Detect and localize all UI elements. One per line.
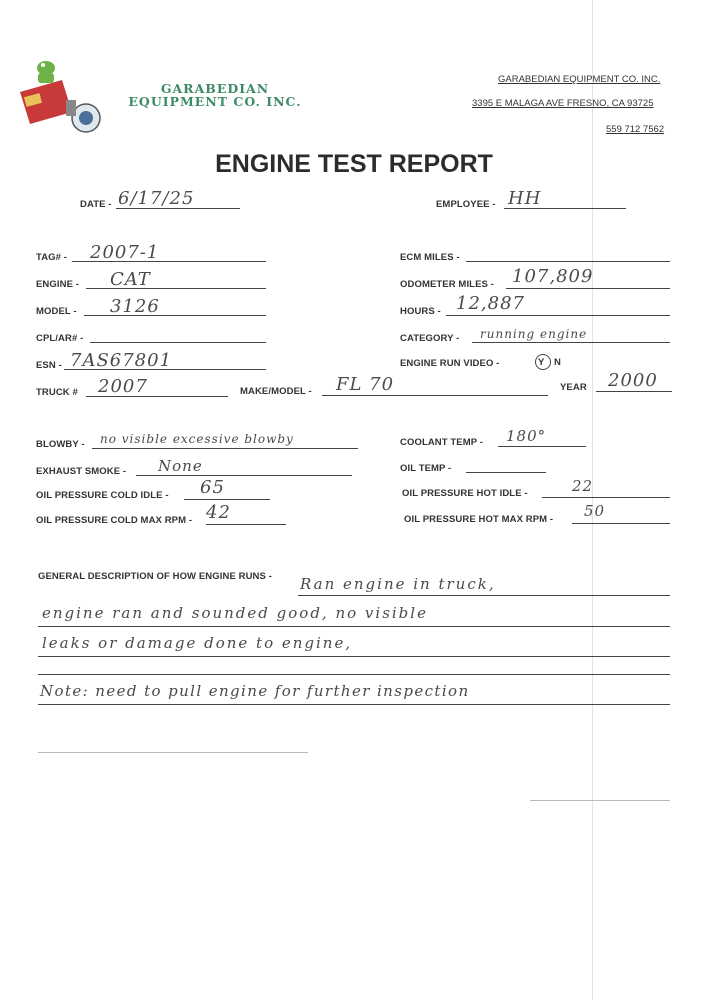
oil-pressure-hot-idle-line (542, 497, 670, 498)
employee-label: EMPLOYEE - (436, 199, 496, 210)
engine-label: ENGINE - (36, 279, 80, 290)
blowby-line (92, 448, 358, 449)
employee-value: HH (508, 188, 542, 209)
engine-value: CAT (110, 269, 151, 290)
cpl-label: CPL/AR# - (36, 333, 84, 344)
company-name: GARABEDIAN EQUIPMENT CO. INC. (128, 81, 302, 109)
oil-pressure-cold-idle-label: OIL PRESSURE COLD IDLE - (36, 490, 169, 501)
ecm-miles-label: ECM MILES - (400, 252, 460, 263)
oil-pressure-cold-max-rpm-line (206, 524, 286, 525)
address-company: GARABEDIAN EQUIPMENT CO. INC. (498, 74, 661, 85)
description-text-3: leaks or damage done to engine, (42, 634, 353, 652)
year-line (596, 391, 672, 392)
exhaust-smoke-label: EXHAUST SMOKE - (36, 466, 127, 477)
odometer-line (506, 288, 670, 289)
video-yes-option: Y (538, 357, 545, 368)
cpl-line (90, 342, 266, 343)
make-model-value: FL 70 (336, 374, 395, 395)
oil-pressure-cold-max-rpm-label: OIL PRESSURE COLD MAX RPM - (36, 515, 193, 526)
oil-pressure-cold-idle-line (184, 499, 270, 500)
coolant-temp-line (498, 446, 586, 447)
video-no-option: N (554, 357, 561, 368)
hours-line (446, 315, 670, 316)
esn-value: 7AS67801 (70, 350, 173, 371)
hours-label: HOURS - (400, 306, 441, 317)
oil-pressure-hot-idle-value: 22 (572, 477, 594, 495)
truck-value: 2007 (98, 376, 148, 397)
oil-pressure-cold-max-rpm-value: 42 (206, 502, 231, 523)
category-line (472, 342, 670, 343)
year-value: 2000 (608, 370, 658, 391)
description-line-1 (298, 595, 670, 596)
address-phone: 559 712 7562 (606, 124, 665, 135)
coolant-temp-label: COOLANT TEMP - (400, 437, 484, 448)
truck-label: TRUCK # (36, 387, 78, 398)
description-line-3 (38, 656, 670, 657)
tag-label: TAG# - (36, 252, 68, 263)
ecm-miles-line (466, 261, 670, 262)
description-line-7 (530, 800, 670, 801)
engine-run-video-label: ENGINE RUN VIDEO - (400, 358, 500, 369)
coolant-temp-value: 180° (506, 427, 547, 445)
blowby-value: no visible excessive blowby (100, 432, 294, 446)
year-label: YEAR (560, 382, 587, 393)
description-line-2 (38, 626, 670, 627)
date-label: DATE - (80, 199, 112, 210)
oil-pressure-cold-idle-value: 65 (200, 477, 225, 498)
blowby-label: BLOWBY - (36, 439, 85, 450)
model-label: MODEL - (36, 306, 77, 317)
category-label: CATEGORY - (400, 333, 460, 344)
model-value: 3126 (110, 296, 160, 317)
description-text-1: Ran engine in truck, (300, 575, 496, 593)
tag-value: 2007-1 (90, 242, 160, 263)
oil-temp-label: OIL TEMP - (400, 463, 452, 474)
description-text-5: Note: need to pull engine for further inspection (40, 682, 470, 700)
date-value: 6/17/25 (118, 188, 195, 209)
make-model-label: MAKE/MODEL - (240, 386, 312, 397)
oil-pressure-hot-max-rpm-value: 50 (584, 502, 606, 520)
oil-pressure-hot-idle-label: OIL PRESSURE HOT IDLE - (402, 488, 528, 499)
category-value: running engine (480, 327, 588, 341)
oil-temp-line (466, 472, 546, 473)
oil-pressure-hot-max-rpm-label: OIL PRESSURE HOT MAX RPM - (404, 514, 554, 525)
hours-value: 12,887 (456, 293, 525, 314)
make-model-line (322, 395, 548, 396)
odometer-label: ODOMETER MILES - (400, 279, 494, 290)
description-line-5 (38, 704, 670, 705)
oil-pressure-hot-max-rpm-line (572, 523, 670, 524)
general-description-label: GENERAL DESCRIPTION OF HOW ENGINE RUNS - (38, 571, 272, 582)
exhaust-smoke-value: None (158, 457, 203, 475)
exhaust-smoke-line (136, 475, 352, 476)
address-street: 3395 E MALAGA AVE FRESNO, CA 93725 (472, 98, 654, 109)
report-title: ENGINE TEST REPORT (215, 150, 493, 178)
company-logo (16, 52, 104, 140)
esn-label: ESN - (36, 360, 62, 371)
description-line-4 (38, 674, 670, 675)
odometer-value: 107,809 (512, 266, 594, 287)
description-line-6 (38, 752, 308, 753)
description-text-2: engine ran and sounded good, no visible (42, 604, 428, 622)
